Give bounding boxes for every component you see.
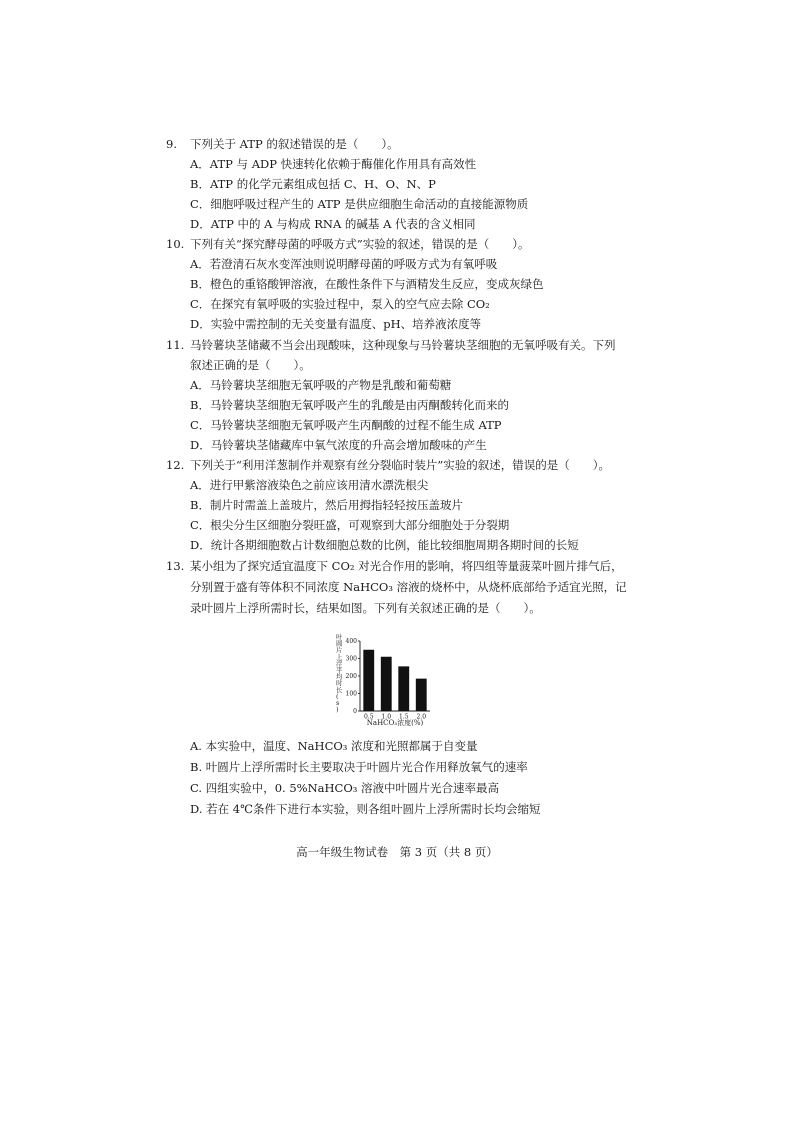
question-11-option-b xyxy=(0,395,794,415)
y-axis-label xyxy=(336,632,343,714)
bar xyxy=(398,666,409,711)
y-axis-label-char: 叶 xyxy=(336,633,343,641)
question-13-stem: 某小组为了探究适宜温度下 CO₂ 对光合作用的影响，将四组等量菠菜叶圆片排气后， xyxy=(190,559,623,573)
option-text: D．实验中需控制的无关变量有温度、pH、培养液浓度等 xyxy=(190,317,482,331)
option-text: B．ATP 的化学元素组成包括 C、H、O、N、P xyxy=(190,177,436,191)
y-axis-label-char: 上 xyxy=(336,652,343,661)
question-13-stem-line-1 xyxy=(0,556,794,576)
option-text: B. 叶圆片上浮所需时长主要取决于叶圆片光合作用释放氧气的速率 xyxy=(190,760,528,774)
bar-chart xyxy=(330,625,433,729)
question-9-stem-line xyxy=(0,134,794,154)
question-12-stem: 下列关于“利用洋葱制作并观察有丝分裂临时装片”实验的叙述，错误的是（ ）。 xyxy=(190,458,611,472)
question-9-option-c xyxy=(0,194,794,214)
bar xyxy=(416,679,427,711)
option-text: D．ATP 中的 A 与构成 RNA 的碱基 A 代表的含义相同 xyxy=(190,217,476,231)
option-text: D. 若在 4℃条件下进行本实验，则各组叶圆片上浮所需时长均会缩短 xyxy=(190,802,541,816)
question-10-option-d xyxy=(0,314,794,334)
question-12-option-c xyxy=(0,515,794,535)
question-9-option-d xyxy=(0,214,794,234)
option-text: B．制片时需盖上盖玻片，然后用拇指轻轻按压盖玻片 xyxy=(190,498,463,512)
x-axis-label: NaHCO₃浓度(%) xyxy=(366,719,424,727)
option-text: A．进行甲紫溶液染色之前应该用清水漂洗根尖 xyxy=(190,478,429,492)
question-13-option-b xyxy=(0,757,794,777)
y-axis-label-char: 平 xyxy=(336,666,343,674)
question-13-option-a xyxy=(0,736,794,756)
question-9-number: 9. xyxy=(166,137,177,151)
y-axis-label-char: 均 xyxy=(336,672,343,681)
option-text: A．若澄清石灰水变浑浊则说明酵母菌的呼吸方式为有氧呼吸 xyxy=(190,257,498,271)
question-11-option-d xyxy=(0,435,794,455)
y-axis-label-char: ) xyxy=(336,705,339,714)
question-10-number: 10. xyxy=(166,237,185,251)
question-11-stem-line-2 xyxy=(0,355,794,375)
option-text: D．统计各期细胞数占计数细胞总数的比例，能比较细胞周期各期时间的长短 xyxy=(190,538,579,552)
option-text: C．马铃薯块茎细胞无氧呼吸产生丙酮酸的过程不能生成 ATP xyxy=(190,418,502,432)
question-9-option-a xyxy=(0,154,794,174)
option-text: B．橙色的重铬酸钾溶液，在酸性条件下与酒精发生反应，变成灰绿色 xyxy=(190,277,544,291)
y-tick-label: 100 xyxy=(345,690,357,698)
question-12-stem-line xyxy=(0,455,794,475)
question-13-option-c xyxy=(0,778,794,798)
question-13-number: 13. xyxy=(166,559,185,573)
x-tick-label: 1.0 xyxy=(381,713,392,721)
question-10-option-a xyxy=(0,254,794,274)
question-9-option-b xyxy=(0,174,794,194)
question-12-option-a xyxy=(0,475,794,495)
question-11-stem-line-1 xyxy=(0,335,794,355)
y-axis-label-char: 浮 xyxy=(336,659,343,668)
x-tick-label: 0.5 xyxy=(363,713,374,721)
bar-chart-figure xyxy=(330,625,433,729)
option-text: C．在探究有氧呼吸的实验过程中，泵入的空气应去除 CO₂ xyxy=(190,297,490,311)
question-13-stem-cont-1: 分别置于盛有等体积不同浓度 NaHCO₃ 溶液的烧杯中，从烧杯底部给予适宜光照，记 xyxy=(190,580,627,594)
question-10-stem-line xyxy=(0,234,794,254)
option-text: D．马铃薯块茎储藏库中氧气浓度的升高会增加酸味的产生 xyxy=(190,438,487,452)
option-text: C．根尖分生区细胞分裂旺盛，可观察到大部分细胞处于分裂期 xyxy=(190,518,510,532)
x-tick-label: 1.5 xyxy=(398,713,409,721)
option-text: C．细胞呼吸过程产生的 ATP 是供应细胞生命活动的直接能源物质 xyxy=(190,197,529,211)
option-text: A. 本实验中，温度、NaHCO₃ 浓度和光照都属于自变量 xyxy=(190,739,478,753)
question-12-number: 12. xyxy=(166,458,185,472)
question-13-stem-line-3 xyxy=(0,598,794,618)
page-footer: 高一年级生物试卷 第 3 页（共 8 页） xyxy=(296,845,498,859)
bar xyxy=(381,657,392,711)
y-tick-label: 200 xyxy=(345,673,357,681)
question-12-option-d xyxy=(0,535,794,555)
question-10-option-c xyxy=(0,294,794,314)
option-text: A．ATP 与 ADP 快速转化依赖于酶催化作用具有高效性 xyxy=(190,157,477,171)
question-13-stem-cont-2: 录叶圆片上浮所需时长，结果如图。下列有关叙述正确的是（ ）。 xyxy=(190,601,541,615)
question-9-stem: 下列关于 ATP 的叙述错误的是（ ）。 xyxy=(190,137,399,151)
option-text: A．马铃薯块茎细胞无氧呼吸的产物是乳酸和葡萄糖 xyxy=(190,378,452,392)
y-axis-label-char: 长 xyxy=(336,685,343,694)
question-11-stem-cont: 叙述正确的是（ ）。 xyxy=(190,358,311,372)
question-11-option-c xyxy=(0,415,794,435)
question-10-stem: 下列有关“探究酵母菌的呼吸方式”实验的叙述，错误的是（ ）。 xyxy=(190,237,530,251)
y-axis-label-char: 片 xyxy=(336,646,343,655)
x-tick-label: 2.0 xyxy=(416,713,427,721)
option-text: C. 四组实验中，0. 5%NaHCO₃ 溶液中叶圆片光合速率最高 xyxy=(190,781,500,795)
y-axis-label-char: ( xyxy=(336,692,339,701)
y-tick-label: 400 xyxy=(345,638,357,646)
question-10-option-b xyxy=(0,274,794,294)
y-axis-label-char: 圆 xyxy=(336,639,343,648)
question-12-option-b xyxy=(0,495,794,515)
question-13-option-d xyxy=(0,799,794,819)
y-tick-label: 300 xyxy=(345,655,357,663)
question-13-stem-line-2 xyxy=(0,577,794,597)
bar xyxy=(363,650,374,711)
question-11-number: 11. xyxy=(166,338,185,352)
y-tick-label: 0 xyxy=(353,708,357,716)
option-text: B．马铃薯块茎细胞无氧呼吸产生的乳酸是由丙酮酸转化而来的 xyxy=(190,398,509,412)
y-axis-label-char: s xyxy=(336,699,340,707)
question-11-option-a xyxy=(0,375,794,395)
y-axis-label-char: 时 xyxy=(336,679,343,688)
question-11-stem: 马铃薯块茎储藏不当会出现酸味，这种现象与马铃薯块茎细胞的无氧呼吸有关。下列 xyxy=(190,338,616,352)
